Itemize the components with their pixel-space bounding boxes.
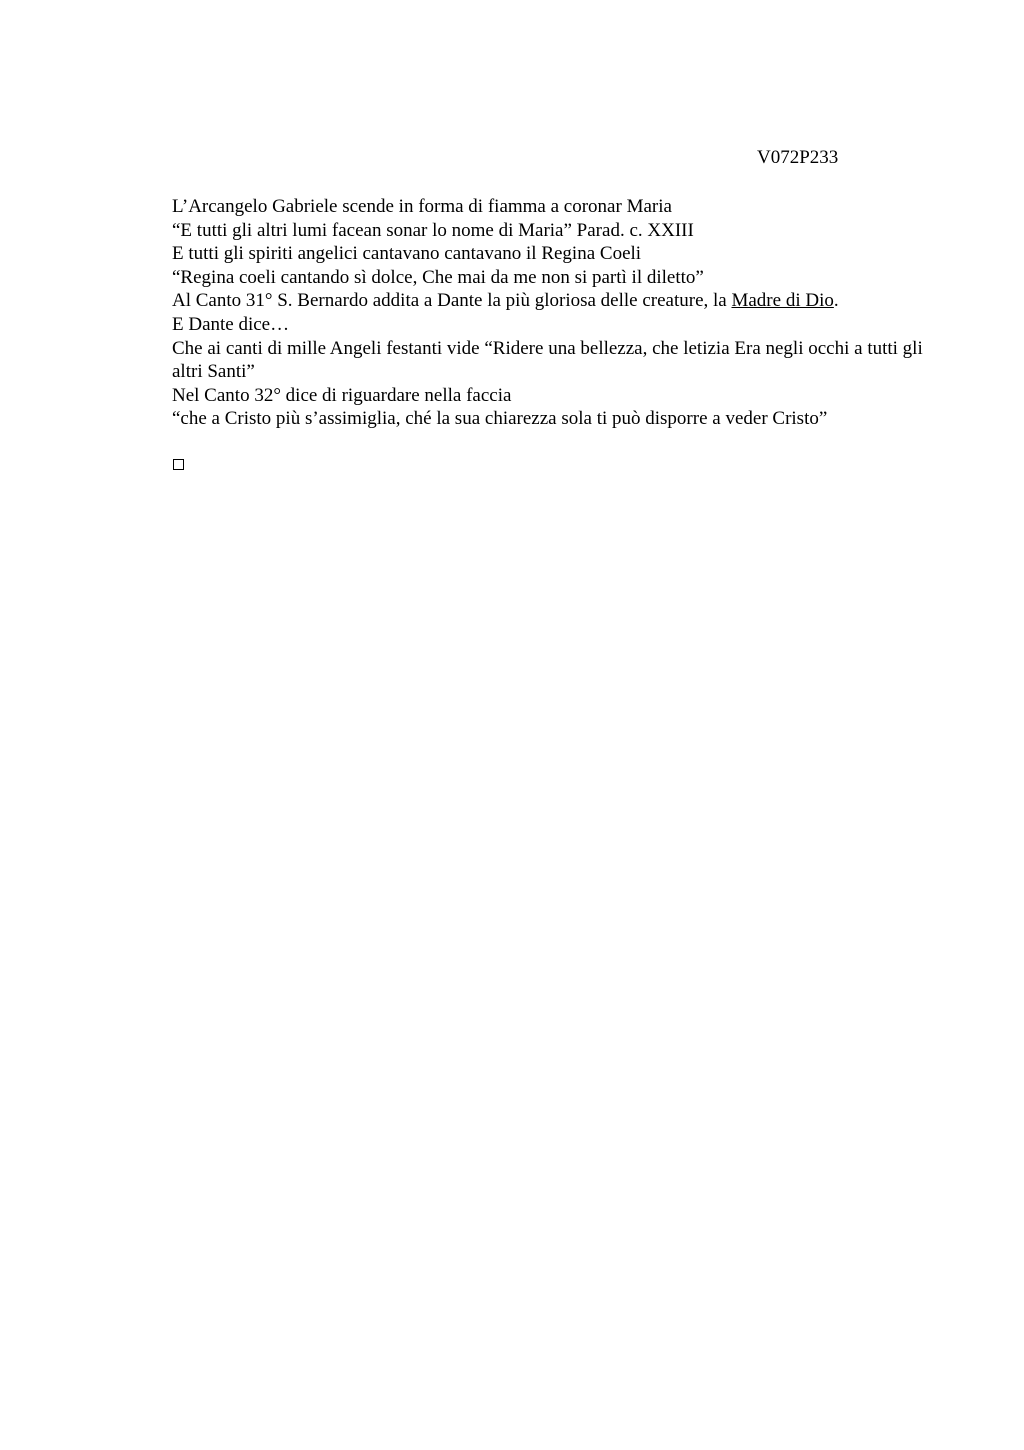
document-code: V072P233 [757, 147, 839, 168]
madre-di-dio-underlined: Madre di Dio [731, 290, 834, 312]
text-line-canto-32: Nel Canto 32° dice di riguardare nella faccia [172, 384, 512, 406]
text-line-arcangelo: L’Arcangelo Gabriele scende in forma di fiamma a coronar Maria [172, 196, 672, 217]
canto-31-text: Al Canto 31° S. Bernardo addita a Dante la più gloriosa delle creature, la [172, 290, 732, 312]
canto-31-period: . [833, 290, 839, 312]
text-line-canto-31 [172, 289, 932, 313]
text-line-cristo: “che a Cristo più s’assimiglia, ché la sua chiarezza sola ti può disporre a veder Cristo” [172, 408, 828, 430]
text-line-angeli: Che ai canti di mille Angeli festanti vide “Ridere una bellezza, che letizia Era negli occhi a tutti gli altri Santi” [172, 337, 923, 383]
text-line-dante-dice: E Dante dice… [172, 313, 290, 335]
text-line-spiriti: E tutti gli spiriti angelici cantavano cantavano il Regina Coeli [172, 243, 642, 265]
text-line-regina-coeli: “Regina coeli cantando sì dolce, Che mai da me non si partì il diletto” [172, 266, 704, 288]
document-body [172, 195, 932, 431]
text-line-lumi: “E tutti gli altri lumi facean sonar lo nome di Maria” Parad. c. XXIII [172, 219, 694, 241]
empty-checkbox[interactable] [173, 459, 184, 470]
